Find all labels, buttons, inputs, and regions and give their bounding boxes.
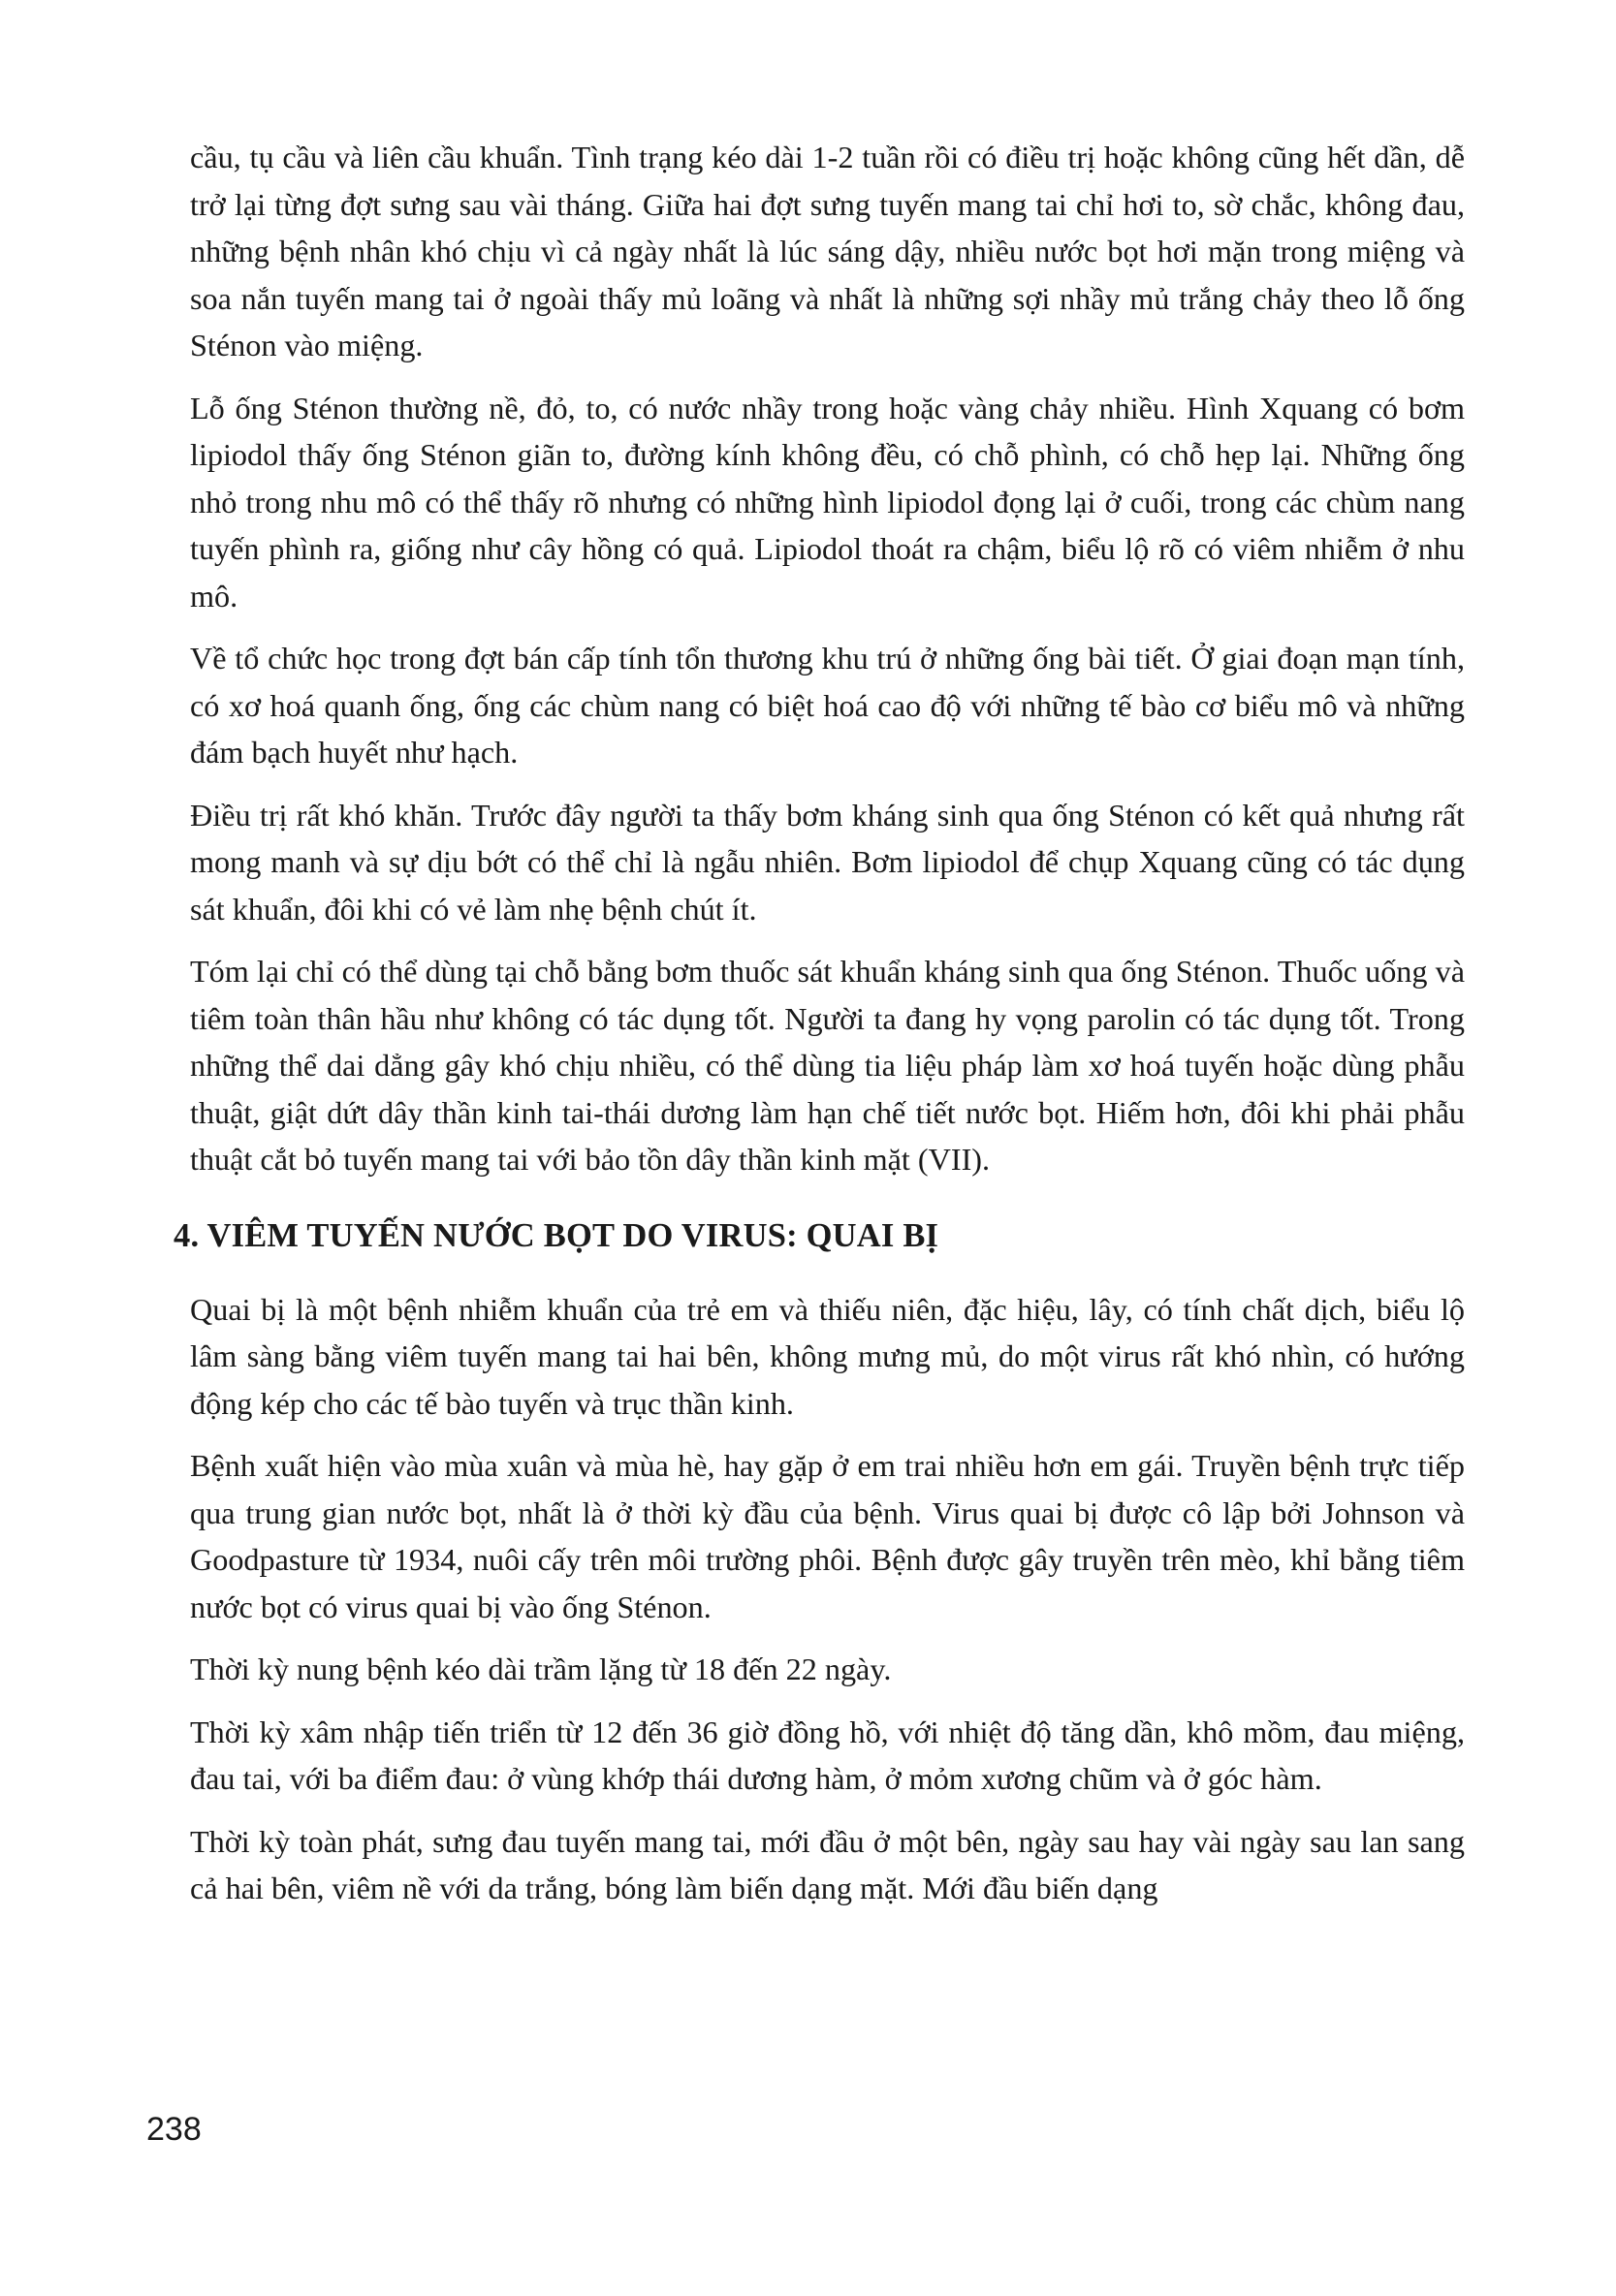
paragraph-treatment-summary: Tóm lại chỉ có thể dùng tại chỗ bằng bơm thuốc sát khuẩn kháng sinh qua ống Sténon. Thuốc uống và tiêm toàn thân hầu như không có tác dụng tốt. Người ta đang hy vọng parolin có tác dụng tốt. Trong những thể dai dẳng gây khó chịu nhiều, có thể dùng tia liệu pháp làm xơ hoá tuyến hoặc dùng phẫu thuật, giật dứt dây thần kinh tai-thái dương làm hạn chế tiết nước bọt. Hiếm hơn, đôi khi phải phẫu thuật cắt bỏ tuyến mang tai với bảo tồn dây thần kinh mặt (VII). [190, 954, 1465, 1177]
page-content [174, 134, 1465, 1928]
paragraph-mumps-definition: Quai bị là một bệnh nhiễm khuẩn của trẻ em và thiếu niên, đặc hiệu, lây, có tính chất dịch, biểu lộ lâm sàng bằng viêm tuyến mang tai hai bên, không mưng mủ, do một virus rất khó nhìn, có hướng động kép cho các tế bào tuyến và trục thần kinh. [190, 1291, 1465, 1421]
paragraph-stenon-duct-xray: Lỗ ống Sténon thường nề, đỏ, to, có nước nhầy trong hoặc vàng chảy nhiều. Hình Xquang có bơm lipiodol thấy ống Sténon giãn to, đường kính không đều, có chỗ phình, có chỗ hẹp lại. Những ống nhỏ trong nhu mô có thể thấy rõ nhưng có những hình lipiodol đọng lại ở cuối, trong các chùm nang tuyến phình ra, giống như cây hồng có quả. Lipiodol thoát ra chậm, biểu lộ rõ có viêm nhiễm ở nhu mô. [190, 390, 1465, 613]
section-body-mumps [190, 1286, 1465, 1912]
section-heading-mumps: 4. VIÊM TUYẾN NƯỚC BỌT DO VIRUS: QUAI BỊ [174, 1216, 939, 1254]
paragraph-histology: Về tổ chức học trong đợt bán cấp tính tổn thương khu trú ở những ống bài tiết. Ở giai đoạn mạn tính, có xơ hoá quanh ống, ống các chùm nang có biệt hoá cao độ với những tế bào cơ biểu mô và những đám bạch huyết như hạch. [190, 641, 1465, 770]
paragraph-invasion-period: Thời kỳ xâm nhập tiến triển từ 12 đến 36 giờ đồng hồ, với nhiệt độ tăng dần, khô mồm, đau miệng, đau tai, với ba điểm đau: ở vùng khớp thái dương hàm, ở mỏm xương chũm và ở góc hàm. [190, 1714, 1465, 1796]
paragraph-treatment: Điều trị rất khó khăn. Trước đây người ta thấy bơm kháng sinh qua ống Sténon có kết quả nhưng rất mong manh và sự dịu bớt có thể chỉ là ngẫu nhiên. Bơm lipiodol để chụp Xquang cũng có tác dụng sát khuẩn, đôi khi có vẻ làm nhẹ bệnh chút ít. [190, 797, 1465, 927]
page-number: 238 [146, 2111, 202, 2148]
paragraph-incubation-period: Thời kỳ nung bệnh kéo dài trầm lặng từ 18 đến 22 ngày. [190, 1651, 892, 1686]
paragraph-mumps-epidemiology: Bệnh xuất hiện vào mùa xuân và mùa hè, hay gặp ở em trai nhiều hơn em gái. Truyền bệnh trực tiếp qua trung gian nước bọt, nhất là ở thời kỳ đầu của bệnh. Virus quai bị được cô lập bởi Johnson và Goodpasture từ 1934, nuôi cấy trên môi trường phôi. Bệnh được gây truyền trên mèo, khỉ bằng tiêm nước bọt có virus quai bị vào ống Sténon. [190, 1448, 1465, 1624]
paragraph-chronic-parotitis-course: cầu, tụ cầu và liên cầu khuẩn. Tình trạng kéo dài 1-2 tuần rồi có điều trị hoặc không cũng hết dần, dễ trở lại từng đợt sưng sau vài tháng. Giữa hai đợt sưng tuyến mang tai chỉ hơi to, sờ chắc, không đau, những bệnh nhân khó chịu vì cả ngày nhất là lúc sáng dậy, nhiều nước bọt hơi mặn trong miệng và soa nắn tuyến mang tai ở ngoài thấy mủ loãng và nhất là những sợi nhầy mủ trắng chảy theo lỗ ống Sténon vào miệng. [190, 140, 1465, 362]
paragraph-full-onset-period: Thời kỳ toàn phát, sưng đau tuyến mang tai, mới đầu ở một bên, ngày sau hay vài ngày sau lan sang cả hai bên, viêm nề với da trắng, bóng làm biến dạng mặt. Mới đầu biến dạng [190, 1823, 1465, 1905]
